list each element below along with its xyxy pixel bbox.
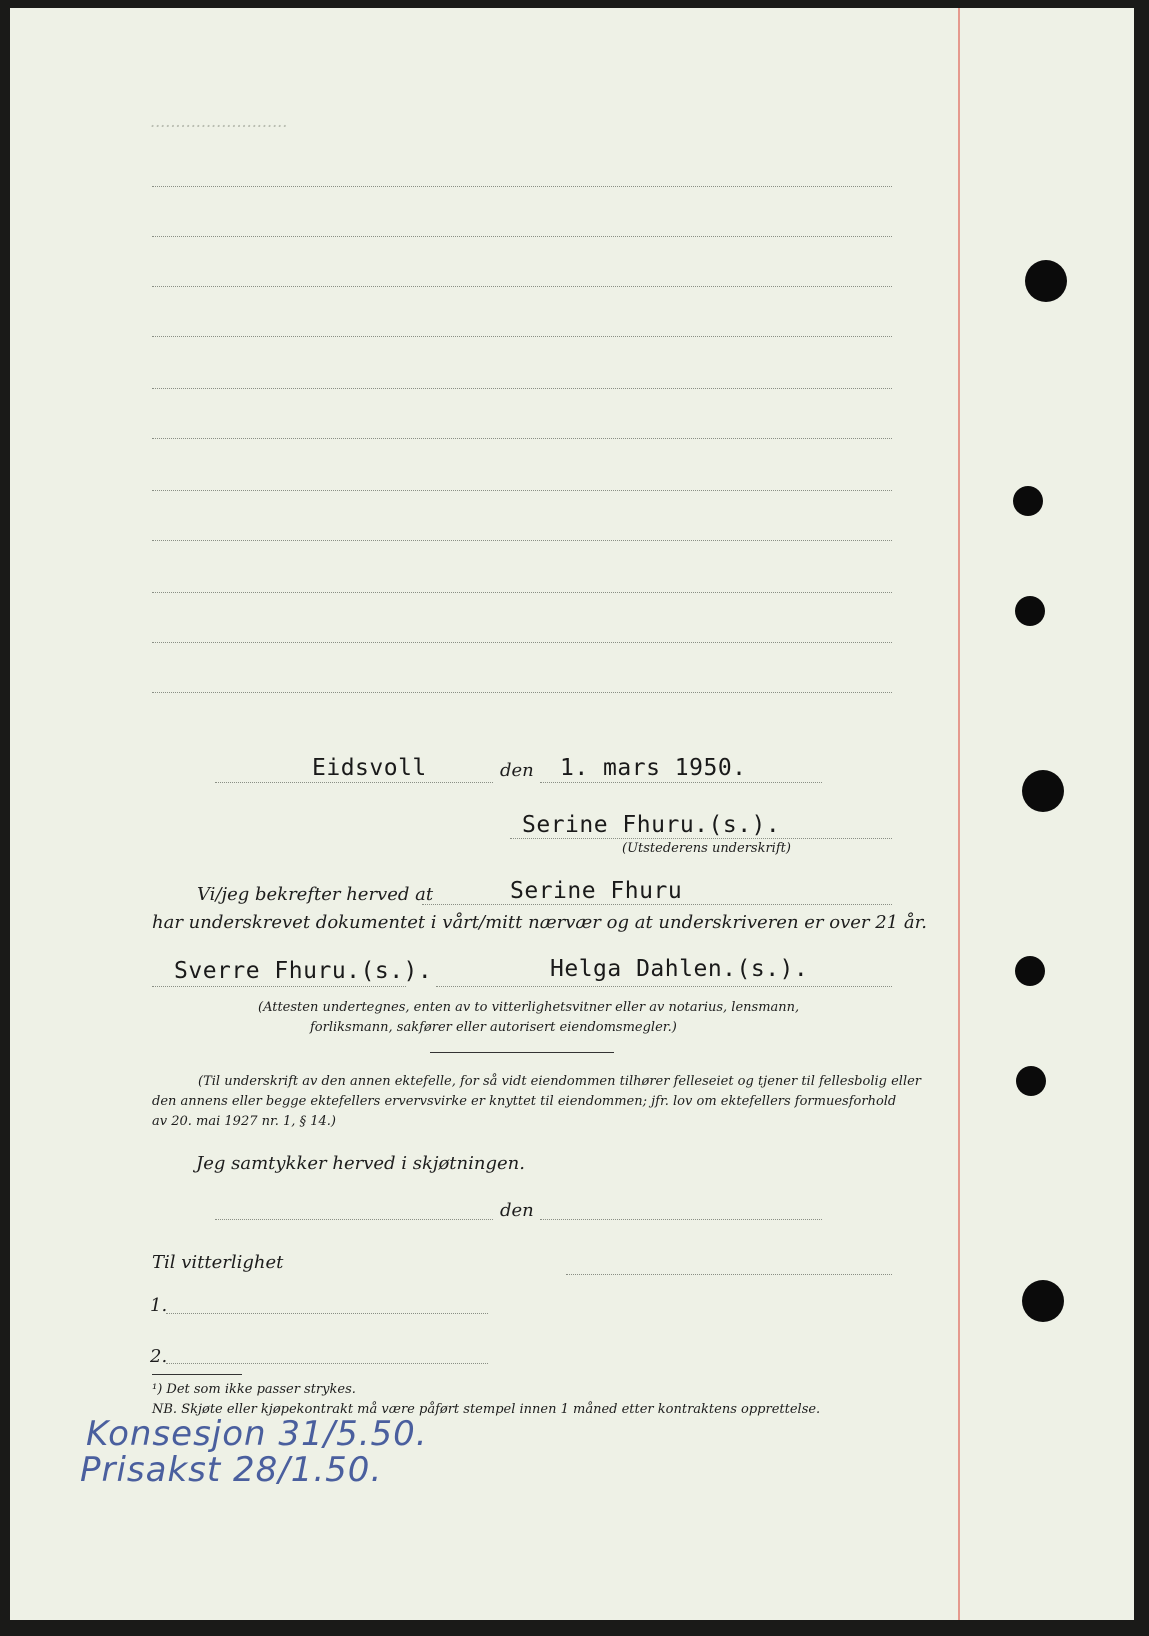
certified-name-line bbox=[422, 904, 892, 905]
punch-hole bbox=[1022, 770, 1064, 812]
til-vitterlighet: Til vitterlighet bbox=[152, 1252, 284, 1273]
den-label-2: den bbox=[500, 1200, 534, 1221]
witness-1-line bbox=[152, 986, 406, 987]
blank-line bbox=[152, 692, 892, 693]
blank-line bbox=[152, 438, 892, 439]
date-value: 1. mars 1950. bbox=[560, 755, 747, 781]
blank-line bbox=[152, 336, 892, 337]
witness-2-line bbox=[436, 986, 892, 987]
witness-line-1 bbox=[166, 1313, 488, 1314]
issuer-signature-line bbox=[510, 838, 892, 839]
witness-number-1: 1. bbox=[150, 1295, 168, 1316]
punch-hole bbox=[1025, 260, 1067, 302]
spouse-note-1: (Til underskrift av den annen ektefelle, for så vidt eiendommen tilhører felleseiet og tjener til fellesbolig eller bbox=[198, 1074, 922, 1089]
consent-signature-line bbox=[566, 1274, 892, 1275]
spouse-note-3: av 20. mai 1927 nr. 1, § 14.) bbox=[152, 1114, 336, 1129]
blank-line bbox=[152, 388, 892, 389]
witness-2-signature: Helga Dahlen.(s.). bbox=[550, 956, 809, 982]
witness-number-2: 2. bbox=[150, 1346, 168, 1367]
margin-rule bbox=[958, 8, 960, 1620]
certify-line-2: har underskrevet dokumentet i vårt/mitt nærvær og at underskriveren er over 21 år. bbox=[152, 912, 927, 933]
handwritten-note-2: Prisakst 28/1.50. bbox=[80, 1450, 383, 1490]
handwritten-note-1: Konsesjon 31/5.50. bbox=[86, 1414, 428, 1454]
punch-hole bbox=[1015, 956, 1045, 986]
punch-hole bbox=[1022, 1280, 1064, 1322]
consent-place-line bbox=[215, 1219, 493, 1220]
spouse-note-2: den annens eller begge ektefellers ervervsvirke er knyttet til eiendommen; jfr. lov om ektefellers formuesforhold bbox=[152, 1094, 897, 1109]
blank-line bbox=[152, 236, 892, 237]
certify-prefix: Vi/jeg bekrefter herved at bbox=[197, 884, 434, 905]
faint-header: ........................... bbox=[150, 112, 288, 131]
punch-hole bbox=[1013, 486, 1043, 516]
place-value: Eidsvoll bbox=[312, 755, 427, 781]
blank-line bbox=[152, 540, 892, 541]
punch-hole bbox=[1015, 596, 1045, 626]
blank-line bbox=[152, 186, 892, 187]
blank-line bbox=[152, 286, 892, 287]
footnote-rule bbox=[152, 1374, 242, 1375]
issuer-caption: (Utstederens underskrift) bbox=[622, 841, 791, 856]
blank-line bbox=[152, 592, 892, 593]
blank-line bbox=[152, 642, 892, 643]
den-label: den bbox=[500, 760, 534, 781]
issuer-signature: Serine Fhuru.(s.). bbox=[522, 812, 781, 838]
certified-name: Serine Fhuru bbox=[510, 878, 683, 904]
witness-line-2 bbox=[166, 1363, 488, 1364]
separator bbox=[430, 1052, 614, 1053]
punch-hole bbox=[1016, 1066, 1046, 1096]
date-line bbox=[540, 782, 822, 783]
document-page bbox=[10, 8, 1134, 1620]
witness-1-signature: Sverre Fhuru.(s.). bbox=[174, 958, 433, 984]
place-line bbox=[215, 782, 493, 783]
consent-text: Jeg samtykker herved i skjøtningen. bbox=[196, 1153, 525, 1174]
footnote-2: NB. Skjøte eller kjøpekontrakt må være påført stempel innen 1 måned etter kontraktens opprettelse. bbox=[152, 1402, 821, 1417]
witness-caption-1: (Attesten undertegnes, enten av to vitterlighetsvitner eller av notarius, lensmann, bbox=[258, 1000, 800, 1015]
footnote-1: ¹) Det som ikke passer strykes. bbox=[152, 1382, 356, 1397]
blank-line bbox=[152, 490, 892, 491]
consent-date-line bbox=[540, 1219, 822, 1220]
witness-caption-2: forliksmann, sakfører eller autorisert eiendomsmegler.) bbox=[310, 1020, 677, 1035]
